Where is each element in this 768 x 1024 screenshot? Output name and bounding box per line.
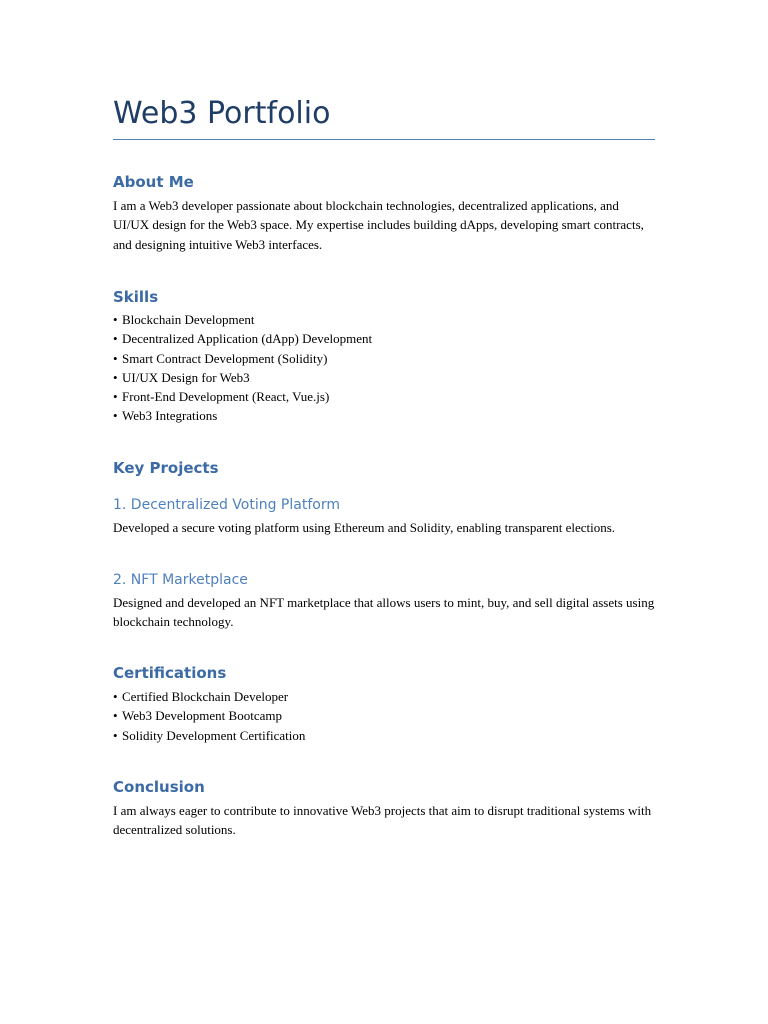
document-title: Web3 Portfolio bbox=[113, 96, 331, 131]
certification-label: Solidity Development Certification bbox=[122, 727, 306, 743]
about-text: I am a Web3 developer passionate about blockchain technologies, decentralized applications, and UI/UX design for the Web3 space. My expertise includes building dApps, developing smart contracts, and designing intuitive Web3 interfaces. bbox=[113, 198, 644, 252]
about-heading: About Me bbox=[113, 173, 194, 191]
skills-heading: Skills bbox=[113, 288, 159, 306]
certifications-list bbox=[113, 687, 305, 745]
projects-heading: Key Projects bbox=[113, 459, 219, 477]
bullet-marker: • bbox=[113, 727, 118, 743]
skills-list bbox=[113, 310, 372, 426]
certification-label: Certified Blockchain Developer bbox=[122, 689, 289, 704]
skill-label: UI/UX Design for Web3 bbox=[122, 369, 250, 385]
project-description-nft: Designed and developed an NFT marketplace that allows users to mint, buy, and sell digital assets using blockchain technology. bbox=[113, 595, 655, 630]
project-title-nft: 2. NFT Marketplace bbox=[113, 572, 248, 588]
certifications-heading: Certifications bbox=[113, 664, 227, 682]
skill-item bbox=[113, 310, 372, 329]
skill-label: Front-End Development (React, Vue.js) bbox=[122, 389, 330, 405]
bullet-marker: • bbox=[113, 708, 118, 724]
skill-label: Smart Contract Development (Solidity) bbox=[122, 350, 328, 366]
bullet-marker: • bbox=[113, 408, 118, 424]
conclusion-heading: Conclusion bbox=[113, 778, 205, 796]
conclusion-text: I am always eager to contribute to innovative Web3 projects that aim to disrupt traditional systems with decentralized solutions. bbox=[113, 803, 652, 838]
skill-label: Web3 Integrations bbox=[122, 408, 218, 424]
bullet-marker: • bbox=[113, 312, 118, 327]
bullet-marker: • bbox=[113, 689, 118, 704]
bullet-marker: • bbox=[113, 369, 118, 385]
certification-label: Web3 Development Bootcamp bbox=[122, 708, 282, 724]
project-description-voting: Developed a secure voting platform using Ethereum and Solidity, enabling transparent elections. bbox=[113, 520, 616, 535]
certification-item bbox=[113, 687, 305, 706]
bullet-marker: • bbox=[113, 331, 118, 347]
skill-item bbox=[113, 368, 372, 387]
skill-item bbox=[113, 329, 372, 348]
title-divider bbox=[113, 139, 655, 140]
skill-item bbox=[113, 387, 372, 406]
bullet-marker: • bbox=[113, 389, 118, 405]
project-title-voting: 1. Decentralized Voting Platform bbox=[113, 497, 340, 513]
skill-item bbox=[113, 349, 372, 368]
skill-label: Decentralized Application (dApp) Development bbox=[122, 331, 373, 347]
skill-item bbox=[113, 406, 372, 425]
certification-item bbox=[113, 706, 305, 725]
bullet-marker: • bbox=[113, 350, 118, 366]
skill-label: Blockchain Development bbox=[122, 312, 255, 327]
certification-item bbox=[113, 726, 305, 745]
